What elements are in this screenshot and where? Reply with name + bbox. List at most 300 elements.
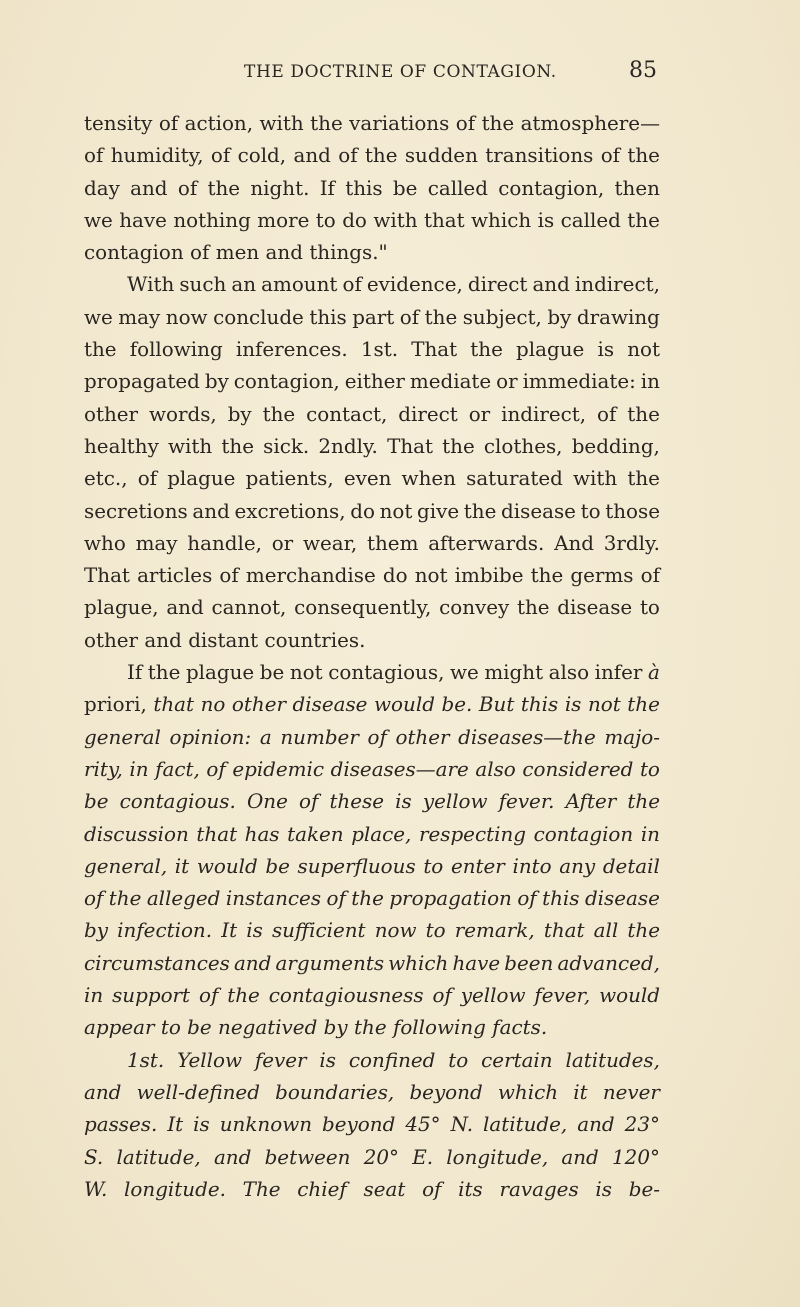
word: is bbox=[537, 208, 555, 232]
word: an bbox=[231, 273, 257, 297]
word: The bbox=[242, 1177, 281, 1201]
word: tensity bbox=[84, 112, 153, 135]
word: that bbox=[153, 693, 194, 717]
word: by bbox=[227, 402, 252, 426]
word: also bbox=[475, 757, 516, 781]
word: latitude, bbox=[483, 1113, 568, 1137]
text-line bbox=[84, 1109, 660, 1141]
word: contagiousness bbox=[268, 984, 424, 1008]
word: which bbox=[471, 208, 532, 232]
word: might bbox=[484, 661, 544, 685]
word: fact, bbox=[155, 757, 200, 781]
word: would bbox=[196, 854, 258, 878]
word: direct bbox=[398, 402, 458, 426]
text-line bbox=[84, 851, 660, 883]
word: convey bbox=[439, 596, 510, 620]
word: of bbox=[399, 305, 420, 329]
word: them bbox=[367, 531, 419, 555]
word: majo- bbox=[604, 725, 660, 749]
word: not bbox=[289, 661, 323, 685]
word: respecting bbox=[418, 822, 526, 846]
word: be bbox=[259, 661, 285, 685]
word: epidemic bbox=[232, 757, 325, 781]
word: patients, bbox=[245, 467, 334, 491]
word: the bbox=[627, 919, 660, 943]
text-line bbox=[84, 269, 660, 301]
word: to bbox=[423, 854, 444, 878]
word: unknown bbox=[219, 1113, 313, 1137]
word: longitude. bbox=[124, 1177, 226, 1201]
word: called bbox=[427, 176, 488, 200]
word: a bbox=[259, 725, 272, 749]
word: disease bbox=[584, 887, 660, 911]
word: of bbox=[84, 887, 104, 911]
word: negatived bbox=[218, 1016, 318, 1040]
word: have bbox=[452, 951, 501, 975]
word: the bbox=[262, 402, 296, 426]
word: by bbox=[84, 919, 108, 943]
word: etc., bbox=[84, 467, 128, 491]
word: is bbox=[395, 790, 412, 814]
word: the bbox=[227, 984, 260, 1008]
word: But bbox=[478, 693, 515, 717]
word: and bbox=[213, 1145, 252, 1169]
word: then bbox=[614, 176, 660, 200]
text-line bbox=[84, 205, 660, 237]
word: of bbox=[422, 1177, 442, 1201]
word: all bbox=[593, 919, 619, 943]
word: its bbox=[458, 1177, 483, 1201]
word: yellow bbox=[460, 984, 526, 1008]
body-text bbox=[84, 108, 660, 1206]
word: the bbox=[354, 1016, 387, 1040]
word: of bbox=[210, 144, 231, 168]
word: support bbox=[112, 984, 191, 1008]
word: 3rdly. bbox=[603, 531, 660, 555]
word: 45° bbox=[405, 1113, 441, 1137]
word: atmosphere— bbox=[520, 112, 660, 135]
word: and bbox=[144, 628, 182, 652]
word: immediate: bbox=[522, 370, 636, 394]
word: subject, bbox=[462, 305, 542, 329]
text-line bbox=[84, 431, 660, 463]
word: to bbox=[425, 919, 446, 943]
word: be bbox=[187, 1016, 212, 1040]
word: rity, bbox=[84, 757, 123, 781]
word: following bbox=[392, 1016, 486, 1040]
word: be bbox=[84, 790, 109, 814]
word: give bbox=[417, 499, 460, 523]
word: it bbox=[174, 854, 190, 878]
word: wear, bbox=[302, 531, 358, 555]
word: the bbox=[463, 499, 497, 523]
word: With bbox=[127, 273, 175, 297]
word: Yellow bbox=[177, 1048, 242, 1072]
word: number bbox=[280, 725, 359, 749]
word: is bbox=[246, 919, 263, 943]
word: latitude, bbox=[116, 1145, 201, 1169]
word: appear bbox=[84, 1016, 155, 1040]
word: diseases—are bbox=[330, 757, 469, 781]
word: in bbox=[84, 984, 104, 1008]
word: imbibe bbox=[454, 564, 524, 588]
word: circumstances bbox=[84, 951, 230, 975]
word: of bbox=[342, 273, 362, 297]
word: bedding, bbox=[571, 434, 660, 458]
word: E. bbox=[412, 1145, 434, 1169]
word: by bbox=[204, 370, 229, 394]
word: of bbox=[298, 790, 319, 814]
word: general, bbox=[84, 854, 168, 878]
word: of bbox=[326, 887, 346, 911]
word: no bbox=[200, 693, 226, 717]
word: merchandise bbox=[245, 564, 376, 588]
word: never bbox=[602, 1080, 660, 1104]
word: saturated bbox=[466, 467, 563, 491]
word: fever. bbox=[498, 790, 555, 814]
text-line bbox=[84, 883, 660, 915]
word: articles bbox=[137, 564, 213, 588]
word: infection. bbox=[117, 919, 213, 943]
word: and bbox=[532, 273, 570, 297]
word: now bbox=[165, 305, 208, 329]
word: when bbox=[401, 467, 456, 491]
word: the bbox=[530, 564, 564, 588]
word: If bbox=[319, 176, 335, 200]
word: not bbox=[379, 499, 413, 523]
word: to bbox=[639, 596, 660, 620]
word: is bbox=[564, 693, 582, 717]
word: in bbox=[640, 822, 660, 846]
word: called bbox=[560, 208, 621, 232]
word: the bbox=[221, 434, 254, 458]
word: the bbox=[627, 467, 660, 491]
word: indirect, bbox=[574, 273, 660, 297]
word: be bbox=[392, 176, 418, 200]
word: to bbox=[160, 1016, 181, 1040]
word: indirect, bbox=[501, 402, 587, 426]
word: If bbox=[127, 661, 143, 685]
text-line bbox=[84, 140, 660, 172]
word: propagation bbox=[389, 887, 512, 911]
word: excretions, bbox=[234, 499, 346, 523]
word: is bbox=[595, 1177, 612, 1201]
word: any bbox=[559, 854, 596, 878]
word: amount bbox=[261, 273, 338, 297]
word: and bbox=[84, 1080, 122, 1104]
word: other bbox=[395, 725, 450, 749]
word: contact, bbox=[306, 402, 388, 426]
word: of bbox=[158, 112, 179, 135]
word: or bbox=[271, 531, 294, 555]
word: who bbox=[84, 531, 126, 555]
word: and bbox=[561, 1145, 599, 1169]
word: variations bbox=[349, 112, 450, 135]
word: contagion bbox=[84, 241, 184, 265]
word: longitude, bbox=[446, 1145, 549, 1169]
word: we bbox=[84, 305, 113, 329]
word: the bbox=[627, 402, 660, 426]
word: of bbox=[338, 144, 358, 168]
word: contagion, bbox=[498, 176, 605, 200]
word: seat bbox=[363, 1177, 406, 1201]
word: other bbox=[84, 628, 139, 652]
word: would bbox=[599, 984, 660, 1008]
word: latitudes, bbox=[565, 1048, 660, 1072]
word: is bbox=[193, 1113, 210, 1137]
word: plague bbox=[185, 661, 255, 685]
text-line bbox=[84, 819, 660, 851]
text-line bbox=[84, 334, 660, 366]
running-title: THE DOCTRINE OF CONTAGION. bbox=[244, 62, 557, 82]
word: been bbox=[504, 951, 554, 975]
word: One bbox=[246, 790, 288, 814]
word: priori, bbox=[84, 693, 147, 717]
word: contagious. bbox=[119, 790, 236, 814]
text-line bbox=[84, 302, 660, 334]
text-line bbox=[84, 689, 660, 721]
word: advanced, bbox=[557, 951, 660, 975]
word: afterwards. bbox=[428, 531, 545, 555]
word: such bbox=[179, 273, 227, 297]
word: 20° bbox=[363, 1145, 399, 1169]
word: more bbox=[257, 208, 310, 232]
word: distant bbox=[188, 628, 259, 652]
word: either bbox=[344, 370, 405, 394]
word: fever, bbox=[534, 984, 591, 1008]
word: it bbox=[573, 1080, 588, 1104]
word: or bbox=[496, 370, 518, 394]
word: of bbox=[432, 984, 452, 1008]
word: cannot, bbox=[211, 596, 287, 620]
word: of bbox=[640, 564, 660, 588]
word: the bbox=[470, 338, 503, 362]
word: not bbox=[587, 693, 621, 717]
word: sudden bbox=[404, 144, 478, 168]
word: healthy bbox=[84, 434, 159, 458]
word: of bbox=[597, 402, 617, 426]
word: do bbox=[350, 499, 375, 523]
word: 1st. bbox=[127, 1048, 165, 1072]
word: even bbox=[343, 467, 392, 491]
text-line bbox=[84, 1045, 660, 1077]
word: is bbox=[597, 338, 615, 362]
word: place, bbox=[351, 822, 412, 846]
word: do bbox=[382, 564, 408, 588]
word: of bbox=[177, 176, 198, 200]
word: After bbox=[565, 790, 617, 814]
word: the bbox=[84, 338, 117, 362]
word: the bbox=[442, 434, 475, 458]
page-number: 85 bbox=[629, 58, 657, 83]
text-line bbox=[84, 1174, 660, 1206]
word: And bbox=[554, 531, 595, 555]
word: considered bbox=[522, 757, 634, 781]
word: to bbox=[639, 757, 660, 781]
word: men bbox=[215, 241, 260, 265]
word: with bbox=[572, 467, 618, 491]
word: countries. bbox=[264, 628, 366, 652]
text-line bbox=[84, 496, 660, 528]
word: consequently, bbox=[294, 596, 432, 620]
word: beyond bbox=[322, 1113, 396, 1137]
text-line bbox=[84, 722, 660, 754]
word: is bbox=[319, 1048, 336, 1072]
word: N. bbox=[450, 1113, 474, 1137]
word: to bbox=[580, 499, 601, 523]
word: with bbox=[259, 112, 304, 135]
word: infer bbox=[594, 661, 643, 685]
text-line bbox=[84, 1012, 660, 1044]
word: of bbox=[455, 112, 476, 135]
word: general bbox=[84, 725, 161, 749]
text-line bbox=[84, 528, 660, 560]
text-line bbox=[84, 463, 660, 495]
word: now bbox=[374, 919, 417, 943]
word: boundaries, bbox=[275, 1080, 395, 1104]
word: contagious, bbox=[328, 661, 445, 685]
word: contagion bbox=[533, 822, 634, 846]
word: the bbox=[627, 693, 660, 717]
text-line bbox=[84, 560, 660, 592]
text-line bbox=[84, 657, 660, 689]
word: would bbox=[374, 693, 435, 717]
word: facts. bbox=[492, 1016, 548, 1040]
word: may bbox=[118, 305, 161, 329]
word: and bbox=[293, 144, 331, 168]
word: S. bbox=[84, 1145, 104, 1169]
word: in bbox=[640, 370, 660, 394]
word: not bbox=[414, 564, 448, 588]
word: clothes, bbox=[483, 434, 563, 458]
word: to bbox=[315, 208, 336, 232]
word: of bbox=[84, 144, 104, 168]
text-line bbox=[84, 754, 660, 786]
word: 23° bbox=[624, 1113, 660, 1137]
word: nothing bbox=[173, 208, 251, 232]
word: and bbox=[166, 596, 204, 620]
word: remark, bbox=[454, 919, 535, 943]
word: night. bbox=[250, 176, 310, 200]
word: this bbox=[309, 305, 347, 329]
word: 2ndly. bbox=[318, 434, 378, 458]
word: have bbox=[119, 208, 167, 232]
word: this bbox=[542, 887, 580, 911]
word: of bbox=[219, 564, 239, 588]
word: sick. bbox=[263, 434, 310, 458]
word: we bbox=[449, 661, 479, 685]
word: by bbox=[323, 1016, 348, 1040]
word: W. bbox=[84, 1177, 108, 1201]
word: confined bbox=[348, 1048, 436, 1072]
word: or bbox=[468, 402, 491, 426]
word: germs bbox=[570, 564, 634, 588]
word: the bbox=[364, 144, 398, 168]
word: certain bbox=[481, 1048, 553, 1072]
word: other bbox=[84, 402, 139, 426]
word: we bbox=[84, 208, 113, 232]
word: action, bbox=[184, 112, 254, 135]
word: the bbox=[481, 112, 515, 135]
text-line bbox=[84, 399, 660, 431]
word: yellow bbox=[422, 790, 488, 814]
text-line bbox=[84, 237, 660, 269]
word: may bbox=[135, 531, 178, 555]
word: of bbox=[600, 144, 621, 168]
word: That bbox=[411, 338, 458, 362]
word: mediate bbox=[409, 370, 492, 394]
word: of bbox=[517, 887, 537, 911]
word: taken bbox=[287, 822, 344, 846]
word: well-defined bbox=[136, 1080, 260, 1104]
word: disease bbox=[557, 596, 633, 620]
word: this bbox=[520, 693, 559, 717]
word: the bbox=[627, 790, 660, 814]
word: between bbox=[264, 1145, 351, 1169]
word: plague bbox=[516, 338, 585, 362]
word: do bbox=[342, 208, 367, 232]
word: sufficient bbox=[271, 919, 366, 943]
word: of bbox=[367, 725, 387, 749]
word: the bbox=[207, 176, 241, 200]
text-line bbox=[84, 366, 660, 398]
word: disease bbox=[501, 499, 576, 523]
word: That bbox=[84, 564, 130, 588]
text-line bbox=[84, 786, 660, 818]
word: and bbox=[233, 951, 272, 975]
word: part bbox=[352, 305, 395, 329]
word: opinion: bbox=[169, 725, 252, 749]
word: conclude bbox=[213, 305, 304, 329]
word: à bbox=[648, 661, 660, 685]
word: and bbox=[130, 176, 168, 200]
word: not bbox=[627, 338, 660, 362]
word: words, bbox=[148, 402, 217, 426]
word: chief bbox=[297, 1177, 347, 1201]
word: these bbox=[329, 790, 384, 814]
word: discussion bbox=[84, 822, 189, 846]
word: the bbox=[517, 596, 550, 620]
word: fever bbox=[254, 1048, 307, 1072]
word: and bbox=[577, 1113, 615, 1137]
word: evidence, bbox=[366, 273, 463, 297]
word: also bbox=[548, 661, 590, 685]
word: diseases—the bbox=[458, 725, 596, 749]
word: detail bbox=[602, 854, 660, 878]
word: the bbox=[310, 112, 343, 135]
word: secretions bbox=[84, 499, 188, 523]
word: instances bbox=[225, 887, 322, 911]
word: by bbox=[547, 305, 572, 329]
word: plague bbox=[167, 467, 236, 491]
word: cold, bbox=[237, 144, 287, 168]
word: alleged bbox=[146, 887, 221, 911]
word: That bbox=[387, 434, 433, 458]
word: of bbox=[206, 757, 226, 781]
word: inferences. bbox=[235, 338, 348, 362]
word: that bbox=[196, 822, 238, 846]
text-line bbox=[84, 1077, 660, 1109]
word: of bbox=[190, 241, 210, 265]
word: the bbox=[108, 887, 142, 911]
word: contagion, bbox=[233, 370, 340, 394]
word: propagated bbox=[84, 370, 200, 394]
text-line bbox=[84, 108, 660, 140]
word: be. bbox=[441, 693, 473, 717]
text-line bbox=[84, 915, 660, 947]
word: other bbox=[231, 693, 286, 717]
word: be- bbox=[628, 1177, 660, 1201]
